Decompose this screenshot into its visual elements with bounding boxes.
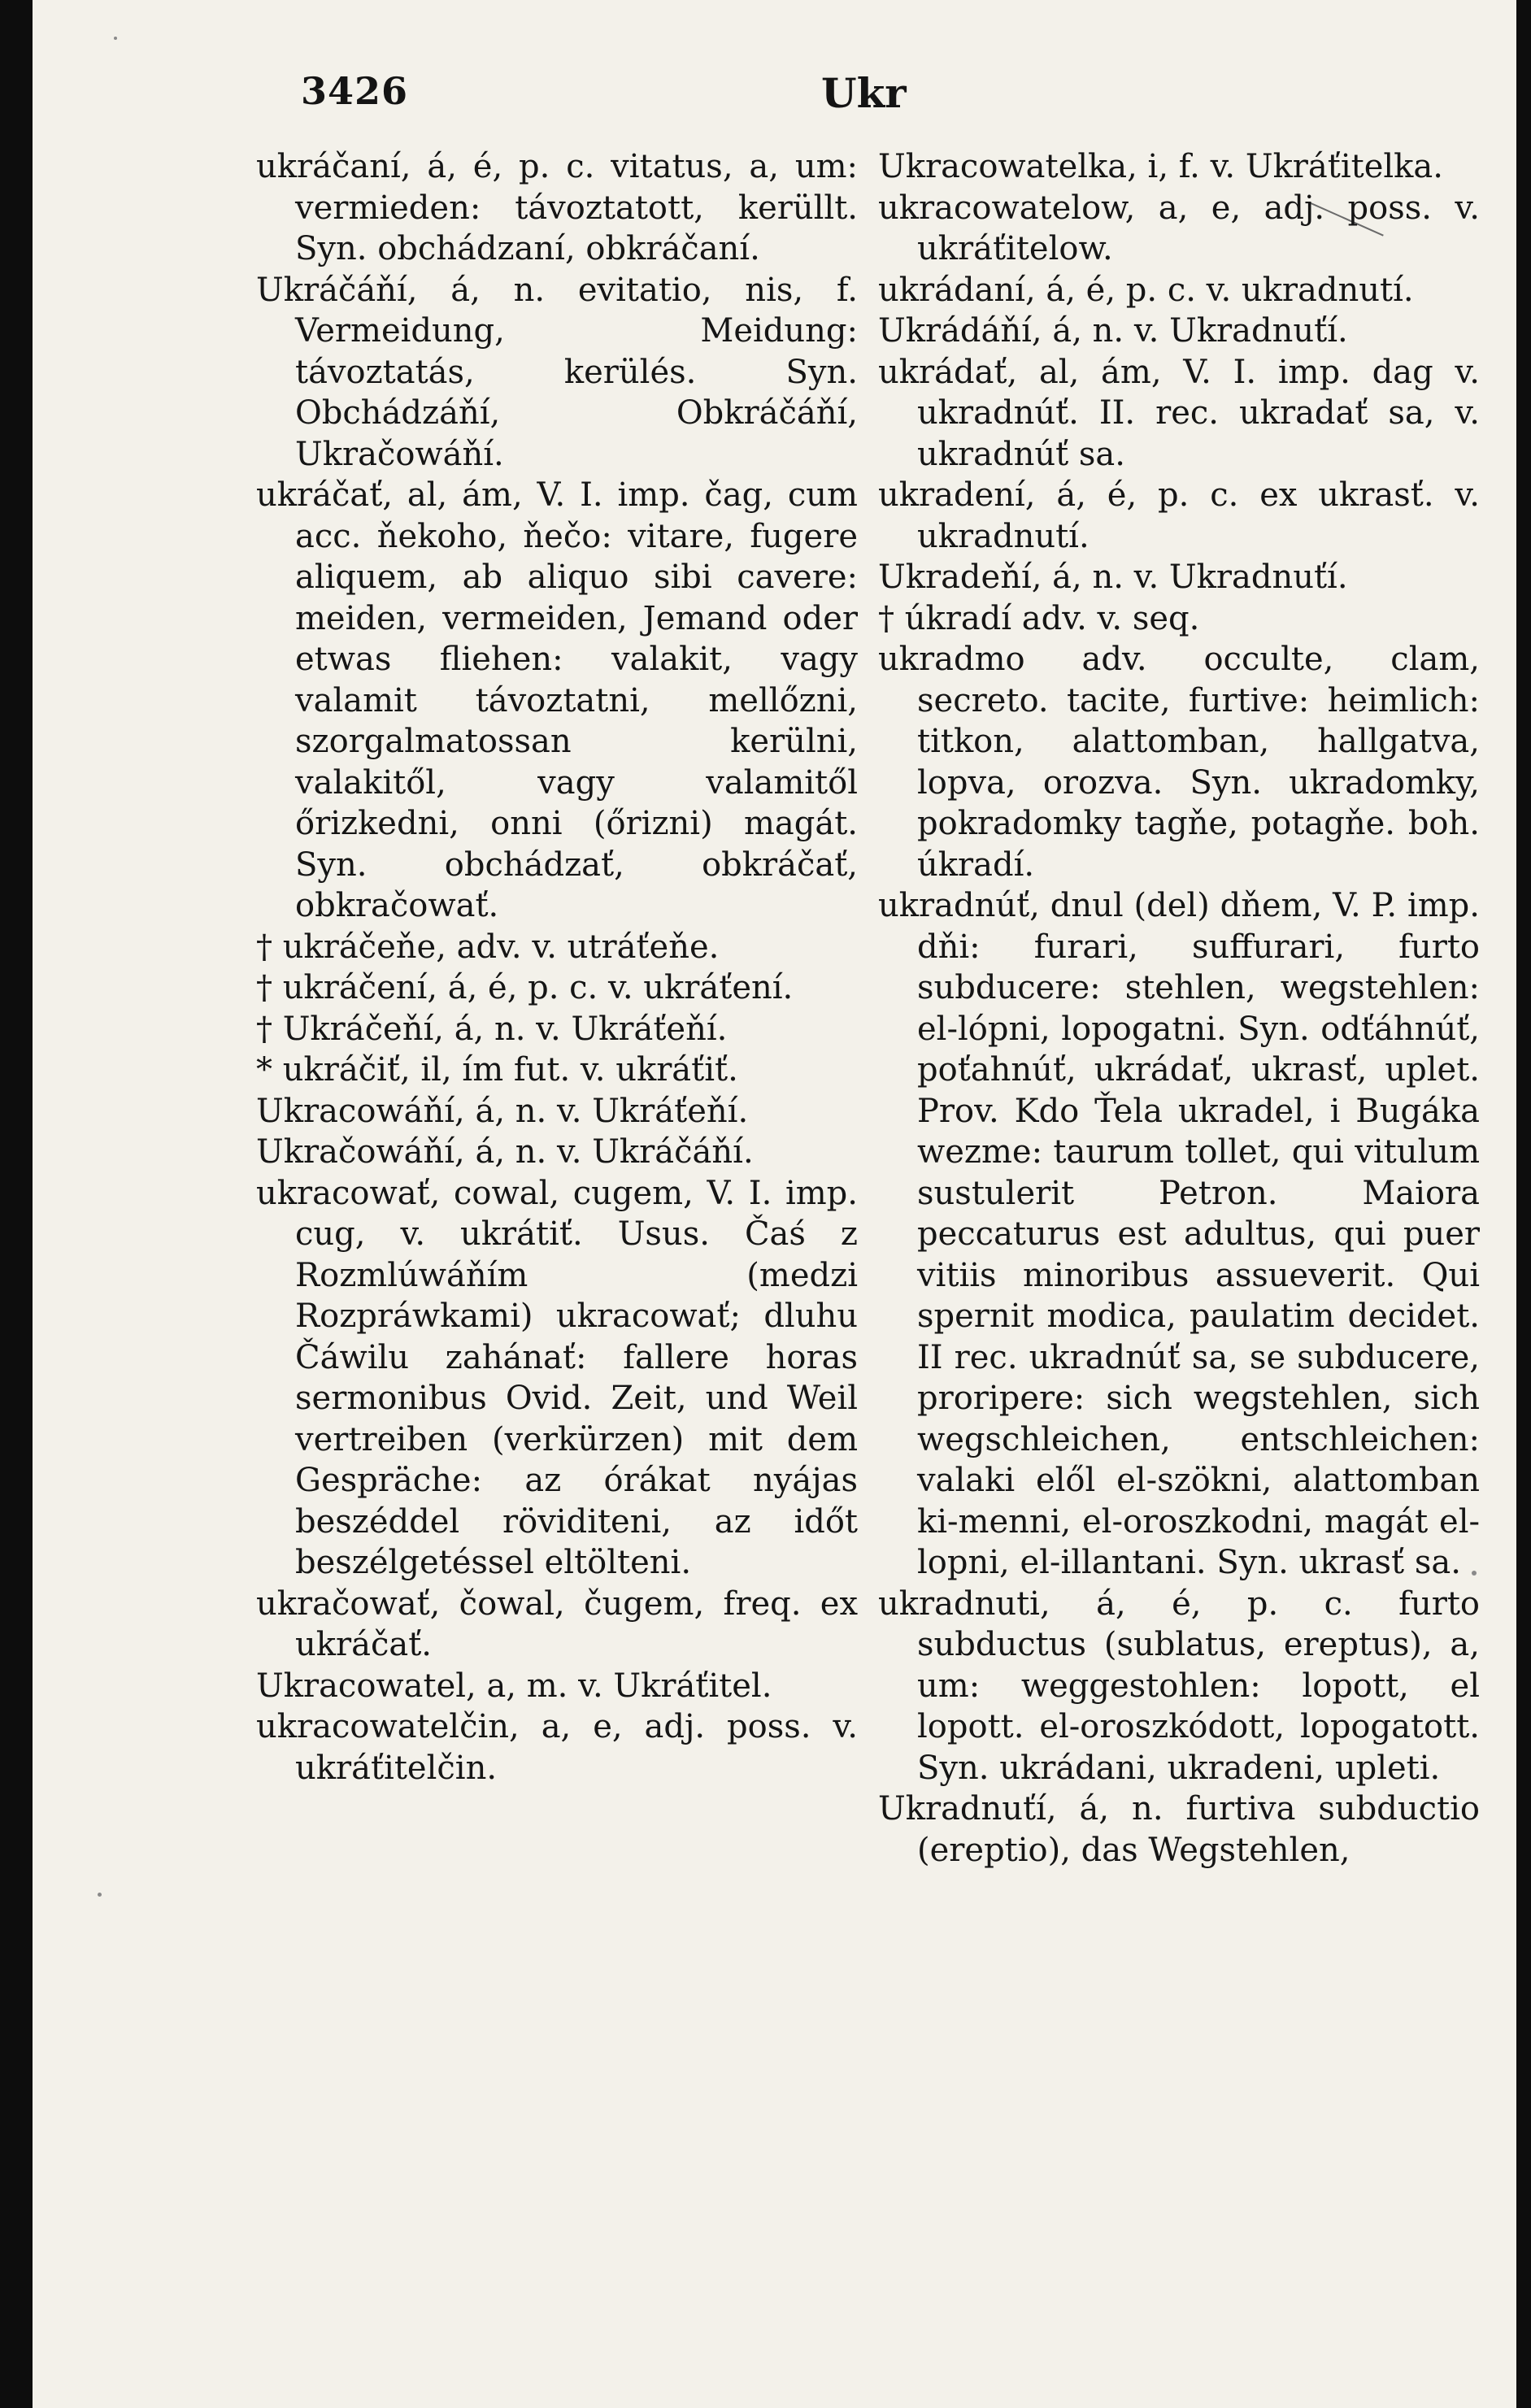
page-header (301, 69, 1472, 134)
dictionary-entry: ukráčať, al, ám, V. I. imp. čag, cum acc. ňekoho, ňečo: vitare, fugere aliquem, ab aliquo sibi cavere: meiden, vermeiden, Jemand oder etwas fliehen: valakit, vagy valamit távoztatni, mellőzni, szorgalmatossan kerülni, valakitől, vagy valamitől őrizkedni, onni (őrizni) magát. Syn. obchádzať, obkráčať, obkračowať. (256, 476, 858, 924)
dictionary-entry: Ukracowáňí, á, n. v. Ukráťeňí. (256, 1092, 749, 1130)
dictionary-entry: Ukráčáňí, á, n. evitatio, nis, f. Vermeidung, Meidung: távoztatás, kerülés. Syn. Obchádzáňí, Obkráčáňí, Ukračowáňí. (256, 271, 858, 473)
dictionary-entry: † úkradí adv. v. seq. (878, 599, 1200, 637)
dictionary-page (33, 0, 1516, 2408)
dictionary-entry: ukradení, á, é, p. c. ex ukrasť. v. ukradnutí. (878, 476, 1480, 555)
running-head: Ukr (821, 69, 907, 117)
dictionary-entry: ukradmo adv. occulte, clam, secreto. tacite, furtive: heimlich: titkon, alattomban, hallgatva, lopva, orozva. Syn. ukradomky, pokradomky tagňe, potagňe. boh. úkradí. (878, 641, 1480, 884)
ink-speck (98, 1893, 102, 1897)
dictionary-entry: ukracowať, cowal, cugem, V. I. imp. cug, v. ukrátiť. Usus. Čaś z Rozmlúwáňím (medzi Rozpráwkami) ukracowať; dluhu Čáwilu zahánať: fallere horas sermonibus Ovid. Zeit, und Weil vertreiben (verkürzen) mit dem Gespräche: az órákat nyájas beszéddel röviditeni, az időt beszélgetéssel eltölteni. (256, 1174, 858, 1581)
dictionary-entry: † ukráčení, á, é, p. c. v. ukráťení. (256, 969, 794, 1006)
dictionary-entry: Ukradnuťí, á, n. furtiva subductio (ereptio), das Wegstehlen, (878, 1790, 1480, 1869)
dictionary-entry: † ukráčeňe, adv. v. utráťeňe. (256, 928, 720, 966)
dictionary-entry: ukračowať, čowal, čugem, freq. ex ukráčať. (256, 1584, 858, 1663)
dictionary-entry: Ukračowáňí, á, n. v. Ukráčáňí. (256, 1133, 754, 1171)
dictionary-entry: ukradnúť, dnul (del) dňem, V. P. imp. dňi: furari, suffurari, furto subducere: stehlen, wegstehlen: el-lópni, lopogatni. Syn. odťáhnúť, poťahnúť, ukrádať, ukrasť, uplet. Prov. Kdo Ťela ukradel, i Bugáka wezme: taurum tollet, qui vitulum sustulerit Petron. Maiora peccaturus est adultus, qui puer vitiis minoribus assueverit. Qui spernit modica, paulatim decidet. II rec. ukradnúť sa, se subducere, proripere: sich wegstehlen, sich wegschleichen, entschleichen: valaki elől el-szökni, alattomban ki-menni, el-oroszkodni, magát el-lopni, el-illantani. Syn. ukrasť sa. (878, 887, 1480, 1581)
dictionary-entry: Ukracowatelka, i, f. v. Ukráťitelka. (878, 148, 1443, 185)
dictionary-entry: * ukráčiť, il, ím fut. v. ukráťiť. (256, 1051, 738, 1089)
dictionary-entry: Ukrádáňí, á, n. v. Ukradnuťí. (878, 312, 1348, 350)
dictionary-entry: ukrádať, al, ám, V. I. imp. dag v. ukradnúť. II. rec. ukradať sa, v. ukradnúť sa. (878, 353, 1480, 473)
left-column (256, 146, 858, 1789)
dictionary-entry: ukradnuti, á, é, p. c. furto subductus (sublatus, ereptus), a, um: weggestohlen: lopott, el lopott. el-oroszkódott, lopogatott. Syn. ukrádani, ukradeni, upleti. (878, 1584, 1480, 1787)
dictionary-entry: ukracowatelčin, a, e, adj. poss. v. ukráťitelčin. (256, 1708, 858, 1787)
page-number: 3426 (301, 69, 409, 113)
ink-speck (1472, 1571, 1477, 1576)
dictionary-entry: † Ukráčeňí, á, n. v. Ukráťeňí. (256, 1010, 728, 1048)
dictionary-entry: ukráčaní, á, é, p. c. vitatus, a, um: vermieden: távoztatott, kerüllt. Syn. obchádzaní, obkráčaní. (256, 148, 858, 267)
dictionary-entry: Ukracowatel, a, m. v. Ukráťitel. (256, 1667, 772, 1705)
dictionary-entry: ukracowatelow, a, e, adj. poss. v. ukráťitelow. (878, 189, 1480, 267)
right-column (878, 146, 1480, 1871)
dictionary-entry: Ukradeňí, á, n. v. Ukradnuťí. (878, 559, 1348, 596)
ink-speck (114, 37, 117, 40)
dictionary-entry: ukrádaní, á, é, p. c. v. ukradnutí. (878, 271, 1414, 309)
